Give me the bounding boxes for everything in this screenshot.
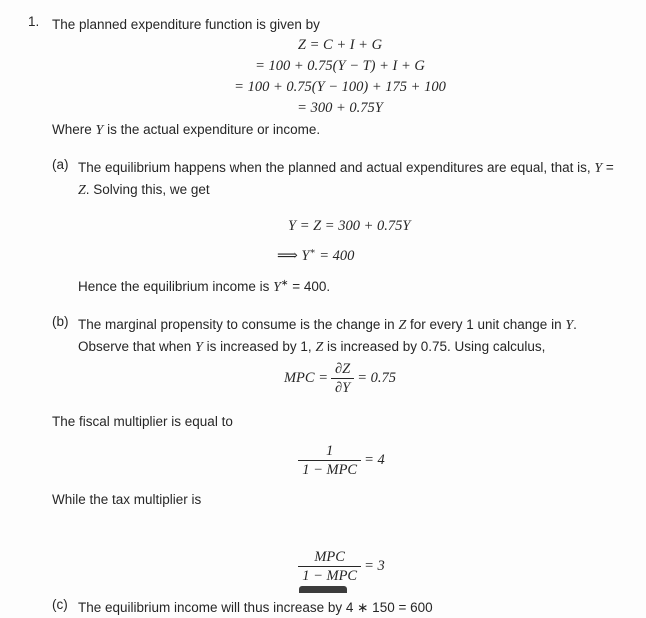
part-b-seg-3: . Observe that when: [78, 317, 577, 354]
equation-line-3: = 100 + 0.75(Y − 100) + 175 + 100: [234, 79, 446, 95]
fraction-numerator: MPC: [314, 549, 345, 565]
part-a-seg-1: The equilibrium happens when the planned and actual expenditures are equal, that is,: [78, 160, 595, 175]
part-c-text: [78, 597, 614, 618]
part-b-text: [78, 314, 614, 358]
fiscal-multiplier-line: [52, 411, 628, 432]
intro-text: The planned expenditure function is given by: [52, 17, 320, 32]
math-var-Y: Y: [195, 340, 203, 355]
item-content: [52, 14, 628, 618]
mpc-equation-rhs: = 0.75: [357, 370, 397, 386]
part-a-conclusion: [78, 276, 614, 298]
equation-line-1: Z = C + I + G: [297, 37, 383, 53]
implies-arrow: ⟹: [277, 248, 302, 264]
where-text-post: is the actual expenditure or income.: [103, 122, 321, 137]
fiscal-fraction: [298, 442, 361, 479]
part-b-seg-2: for every 1 unit change in: [406, 317, 566, 332]
part-c-label: (c): [52, 597, 68, 612]
part-c: [52, 597, 628, 618]
math-var-Z: Z: [78, 183, 86, 198]
equation-line-2: = 100 + 0.75(Y − T) + I + G: [255, 58, 425, 74]
equilibrium-result-equation: [277, 246, 614, 267]
math-var-Y: Y: [273, 280, 281, 295]
item-number: 1.: [28, 14, 40, 29]
part-b-body: [78, 314, 628, 358]
math-var-Y: Y: [565, 318, 574, 333]
superscript-star: ∗: [309, 246, 316, 257]
numbered-item-1: [28, 14, 628, 618]
mpc-equation: [52, 360, 628, 397]
fiscal-multiplier-text: The fiscal multiplier is equal to: [52, 414, 233, 429]
superscript-star: ∗: [280, 277, 289, 288]
fraction-numerator: ∂Z: [335, 361, 351, 377]
equation-line-4: = 300 + 0.75Y: [297, 100, 383, 116]
fraction-denominator: 1 − MPC: [298, 566, 361, 585]
taskbar-fragment[interactable]: [299, 586, 347, 593]
expenditure-equation-block: [52, 35, 628, 119]
equation2-rest: = 400: [315, 248, 355, 264]
tax-multiplier-line: [52, 489, 628, 510]
part-a-seg-2: =: [602, 160, 614, 175]
math-var-Y: Y: [95, 123, 104, 138]
math-var-Y: Y: [301, 248, 310, 264]
part-a-text: [78, 157, 614, 201]
math-var-Z: Z: [315, 340, 324, 355]
part-b: [52, 314, 628, 358]
fraction-denominator: 1 − MPC: [298, 460, 361, 479]
tax-multiplier-equation: [52, 548, 628, 585]
part-b-seg-5: is increased by 0.75. Using calculus,: [323, 339, 546, 354]
part-b-seg-1: The marginal propensity to consume is the change in: [78, 317, 399, 332]
tax-equation-rhs: = 3: [364, 558, 385, 574]
mpc-equation-lhs: MPC =: [283, 370, 328, 386]
part-a-label: (a): [52, 157, 69, 172]
part-c-seg-1: The equilibrium income will thus increase by 4 ∗ 150 = 600: [78, 600, 433, 615]
fraction-numerator: 1: [326, 443, 334, 459]
part-b-seg-4: is increased by 1,: [202, 339, 316, 354]
conclusion-seg-1: Hence the equilibrium income is: [78, 279, 274, 294]
conclusion-seg-2: = 400.: [288, 279, 331, 294]
part-b-label: (b): [52, 314, 69, 329]
part-c-body: [78, 597, 628, 618]
where-text-pre: Where: [52, 122, 96, 137]
part-a: [52, 157, 628, 298]
intro-line: [52, 14, 628, 35]
mpc-fraction: [331, 360, 354, 397]
where-line: [52, 119, 628, 141]
math-var-Y: Y: [594, 161, 603, 176]
equilibrium-equation: Y = Z = 300 + 0.75Y: [288, 218, 411, 234]
tax-fraction: [298, 548, 361, 585]
fraction-denominator: ∂Y: [331, 378, 354, 397]
part-a-seg-3: . Solving this, we get: [85, 182, 210, 197]
fiscal-equation-rhs: = 4: [364, 452, 385, 468]
fiscal-multiplier-equation: [52, 442, 628, 479]
tax-multiplier-text: While the tax multiplier is: [52, 492, 202, 507]
math-var-Z: Z: [398, 318, 407, 333]
part-a-body: [78, 157, 628, 298]
